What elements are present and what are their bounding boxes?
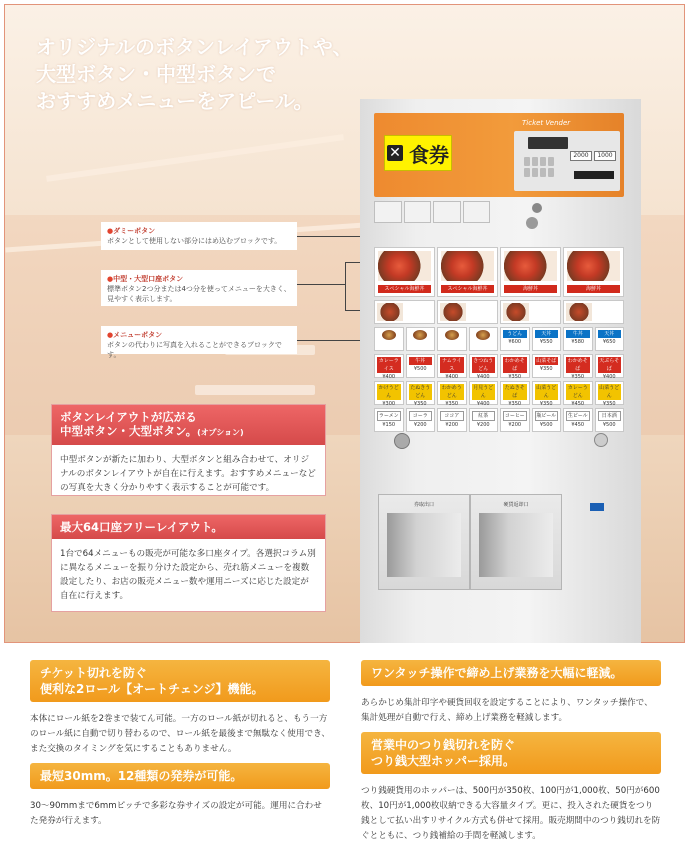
- menu-button[interactable]: カレーライス ¥400: [374, 354, 404, 378]
- menu-button[interactable]: コーラ ¥200: [406, 408, 436, 432]
- medium-menu-button[interactable]: [437, 300, 498, 324]
- keypad[interactable]: [524, 157, 554, 177]
- section-body: あらかじめ集計印字や硬貨回収を設定することにより、ワンタッチ操作で、集計処理が自動で行え、締め上げ業務を軽減します。: [361, 698, 653, 723]
- meal-ticket-sign: [384, 135, 452, 171]
- menu-button-grid: [374, 247, 624, 435]
- infobox-free-layout: [51, 514, 326, 612]
- menu-button[interactable]: 山菜うどん ¥350: [532, 381, 562, 405]
- menu-button[interactable]: たぬきそば ¥350: [500, 381, 530, 405]
- menu-button[interactable]: わかめそば ¥350: [500, 354, 530, 378]
- section-hopper: [361, 732, 661, 844]
- infobox-title-2: 中型ボタン・大型ボタン。: [60, 424, 198, 438]
- section-title: チケット切れを防ぐ: [40, 666, 147, 680]
- photo-button[interactable]: [374, 327, 404, 351]
- menu-button[interactable]: ナムライス ¥400: [437, 354, 467, 378]
- machine-lower-controls: [374, 429, 624, 453]
- large-menu-button[interactable]: スペシャル海鮮丼: [437, 247, 498, 297]
- large-menu-button[interactable]: 海鮮丼: [563, 247, 624, 297]
- ticket-outlet[interactable]: [378, 494, 470, 590]
- menu-button[interactable]: かけうどん ¥300: [374, 381, 404, 405]
- dummy-button: [374, 201, 402, 223]
- menu-button[interactable]: 山菜うどん ¥350: [595, 381, 625, 405]
- menu-button[interactable]: ココア ¥200: [437, 408, 467, 432]
- large-menu-button[interactable]: 海鮮丼: [500, 247, 561, 297]
- infobox-title: ボタンレイアウトが広がる: [60, 410, 197, 424]
- machine-top-panel: [374, 113, 624, 197]
- section-title-2: 便利な2ロール【オートチェンジ】機能。: [40, 682, 264, 696]
- bill-2000: 2000: [570, 151, 592, 161]
- section-title: 最短30mm。12種類の発券が可能。: [40, 769, 243, 783]
- ticket-vending-machine: [360, 99, 641, 643]
- medium-menu-button[interactable]: [500, 300, 561, 324]
- section-header: [30, 763, 330, 789]
- outlet-label: 券取出口: [413, 502, 434, 508]
- button-row: [374, 327, 624, 351]
- price-display: [528, 137, 568, 149]
- medium-menu-button[interactable]: [563, 300, 624, 324]
- section-title-2: つり銭大型ホッパー採用。: [371, 754, 516, 768]
- medium-menu-button[interactable]: [374, 300, 435, 324]
- bill-indicators: [570, 151, 616, 161]
- callout-title: メニューボタン: [113, 331, 163, 339]
- large-menu-button[interactable]: スペシャル海鮮丼: [374, 247, 435, 297]
- bill-1000: 1000: [594, 151, 616, 161]
- dummy-button: [463, 201, 491, 223]
- infobox-button-layout: [51, 404, 326, 496]
- menu-button[interactable]: きつねうどん ¥400: [469, 354, 499, 378]
- menu-button[interactable]: カレーうどん ¥450: [563, 381, 593, 405]
- option-label: (オプション): [197, 428, 244, 437]
- menu-button[interactable]: 天丼 ¥550: [532, 327, 562, 351]
- menu-button[interactable]: 牛丼 ¥500: [406, 354, 436, 378]
- brand-label: Ticket Vender: [522, 119, 571, 127]
- callout-dummy: ●ダミーボタン ボタンとして使用しない部分にはめ込むブロックです。: [101, 222, 297, 250]
- photo-button[interactable]: [406, 327, 436, 351]
- menu-button[interactable]: 瓶ビール ¥500: [532, 408, 562, 432]
- fork-knife-icon: ✕: [387, 145, 403, 161]
- section-header: [30, 660, 330, 702]
- callout-large-button: ●中型・大型口座ボタン 標準ボタン2つ分または4つ分を使ってメニューを大きく、見やすく表示します。: [101, 270, 297, 306]
- menu-button[interactable]: ラーメン ¥150: [374, 408, 404, 432]
- callout-desc: ボタンの代わりに写真を入れることができるブロックです。: [107, 341, 282, 359]
- section-body: 本体にロール紙を2巻まで装てん可能。一方のロール紙が切れると、もう一方のロール紙に自動で切り替わるので、ロール紙を最後まで無駄なく使用でき、また交換のタイミングを気にすることもありません。: [30, 714, 330, 754]
- leader-line: [297, 284, 345, 285]
- operation-panel: [514, 131, 620, 191]
- menu-button[interactable]: 紅茶 ¥200: [469, 408, 499, 432]
- section-one-touch: [361, 660, 661, 726]
- section-title: 営業中のつり銭切れを防ぐ: [371, 738, 516, 752]
- large-button-row: [374, 247, 624, 297]
- headline-line: 大型ボタン・中型ボタンで: [36, 62, 276, 86]
- button-row: [374, 354, 624, 378]
- photo-button[interactable]: [469, 327, 499, 351]
- bill-slot[interactable]: [574, 171, 614, 179]
- coin-insert-area: [500, 199, 570, 239]
- menu-button[interactable]: 月見うどん ¥400: [469, 381, 499, 405]
- photo-button[interactable]: [437, 327, 467, 351]
- coin-slot[interactable]: [532, 203, 542, 213]
- menu-button[interactable]: わかめうどん ¥350: [437, 381, 467, 405]
- maker-logo: [590, 503, 604, 511]
- outlet-label: 硬貨返却口: [503, 502, 529, 508]
- section-title: ワンタッチ操作で締め上げ業務を大幅に軽減。: [371, 666, 623, 680]
- return-lever[interactable]: [526, 217, 538, 229]
- section-body: つり銭硬貨用のホッパーは、500円が350枚、100円が1,000枚、50円が600枚、10円が1,000枚収納できる大容量タイプ。更に、投入された硬貨をつり銭として払い出すリサイクル方式も併せて採用。販売期間中のつり銭切れを防ぐとともに、つり銭補給の手間を軽減します。: [361, 786, 661, 841]
- callout-title: 中型・大型口座ボタン: [113, 275, 184, 283]
- callout-desc: ボタンとして使用しない部分にはめ込むブロックです。: [107, 237, 282, 245]
- infobox-header: [52, 405, 325, 445]
- section-header: [361, 732, 661, 774]
- background-table: [195, 385, 315, 395]
- dummy-button: [433, 201, 461, 223]
- callout-desc: 標準ボタン2つ分または4つ分を使ってメニューを大きく、見やすく表示します。: [107, 285, 291, 303]
- menu-button[interactable]: わかめそば ¥350: [563, 354, 593, 378]
- section-ticket-size: [30, 763, 330, 829]
- headline-line: おすすめメニューをアピール。: [36, 89, 314, 113]
- callout-menu-button: ●メニューボタン ボタンの代わりに写真を入れることができるブロックです。: [101, 326, 297, 354]
- section-body: 30～90mmまで6mmピッチで多彩な券サイズの設定が可能。運用に合わせた発券が行えます。: [30, 801, 322, 826]
- menu-button[interactable]: うどん ¥600: [500, 327, 530, 351]
- infobox-body: 中型ボタンが新たに加わり、大型ボタンと組み合わせて、オリジナルのボタンレイアウトが自在に行えます。おすすめメニューなどの写真を大きく分かりやすく表示することが可能です。: [60, 455, 316, 493]
- menu-button[interactable]: 生ビール ¥450: [563, 408, 593, 432]
- section-auto-change: [30, 660, 330, 757]
- infobox-header: [52, 515, 325, 539]
- section-header: [361, 660, 661, 686]
- menu-button[interactable]: 牛丼 ¥580: [563, 327, 593, 351]
- headline: [36, 34, 353, 115]
- headline-line: オリジナルのボタンレイアウトや、: [36, 35, 353, 59]
- menu-button[interactable]: 日本酒 ¥500: [595, 408, 625, 432]
- infobox-title: 最大64口座フリーレイアウト。: [60, 520, 223, 534]
- menu-button[interactable]: 天ぷらそば ¥400: [595, 354, 625, 378]
- sign-text: 食券: [409, 142, 449, 167]
- callout-title: ダミーボタン: [113, 227, 156, 235]
- menu-button[interactable]: たぬきうどん ¥350: [406, 381, 436, 405]
- coin-return-outlet[interactable]: [470, 494, 562, 590]
- cancel-button[interactable]: [594, 433, 608, 447]
- medium-button-row: [374, 300, 624, 324]
- leader-line: [345, 262, 346, 310]
- dummy-buttons: [374, 201, 490, 223]
- key-lock-icon[interactable]: [394, 433, 410, 449]
- button-row: [374, 381, 624, 405]
- menu-button[interactable]: コーヒー ¥200: [500, 408, 530, 432]
- menu-button[interactable]: 天丼 ¥650: [595, 327, 625, 351]
- menu-button[interactable]: 山菜そば ¥350: [532, 354, 562, 378]
- dummy-button: [404, 201, 432, 223]
- infobox-body: 1台で64メニューもの販売が可能な多口座タイプ。各選択コラム別に異なるメニューを振り分けた設定から、売れ筋メニューを複数設定したり、お店の販売メニュー数や運用ニーズに応じた設定が自在に行えます。: [60, 549, 316, 601]
